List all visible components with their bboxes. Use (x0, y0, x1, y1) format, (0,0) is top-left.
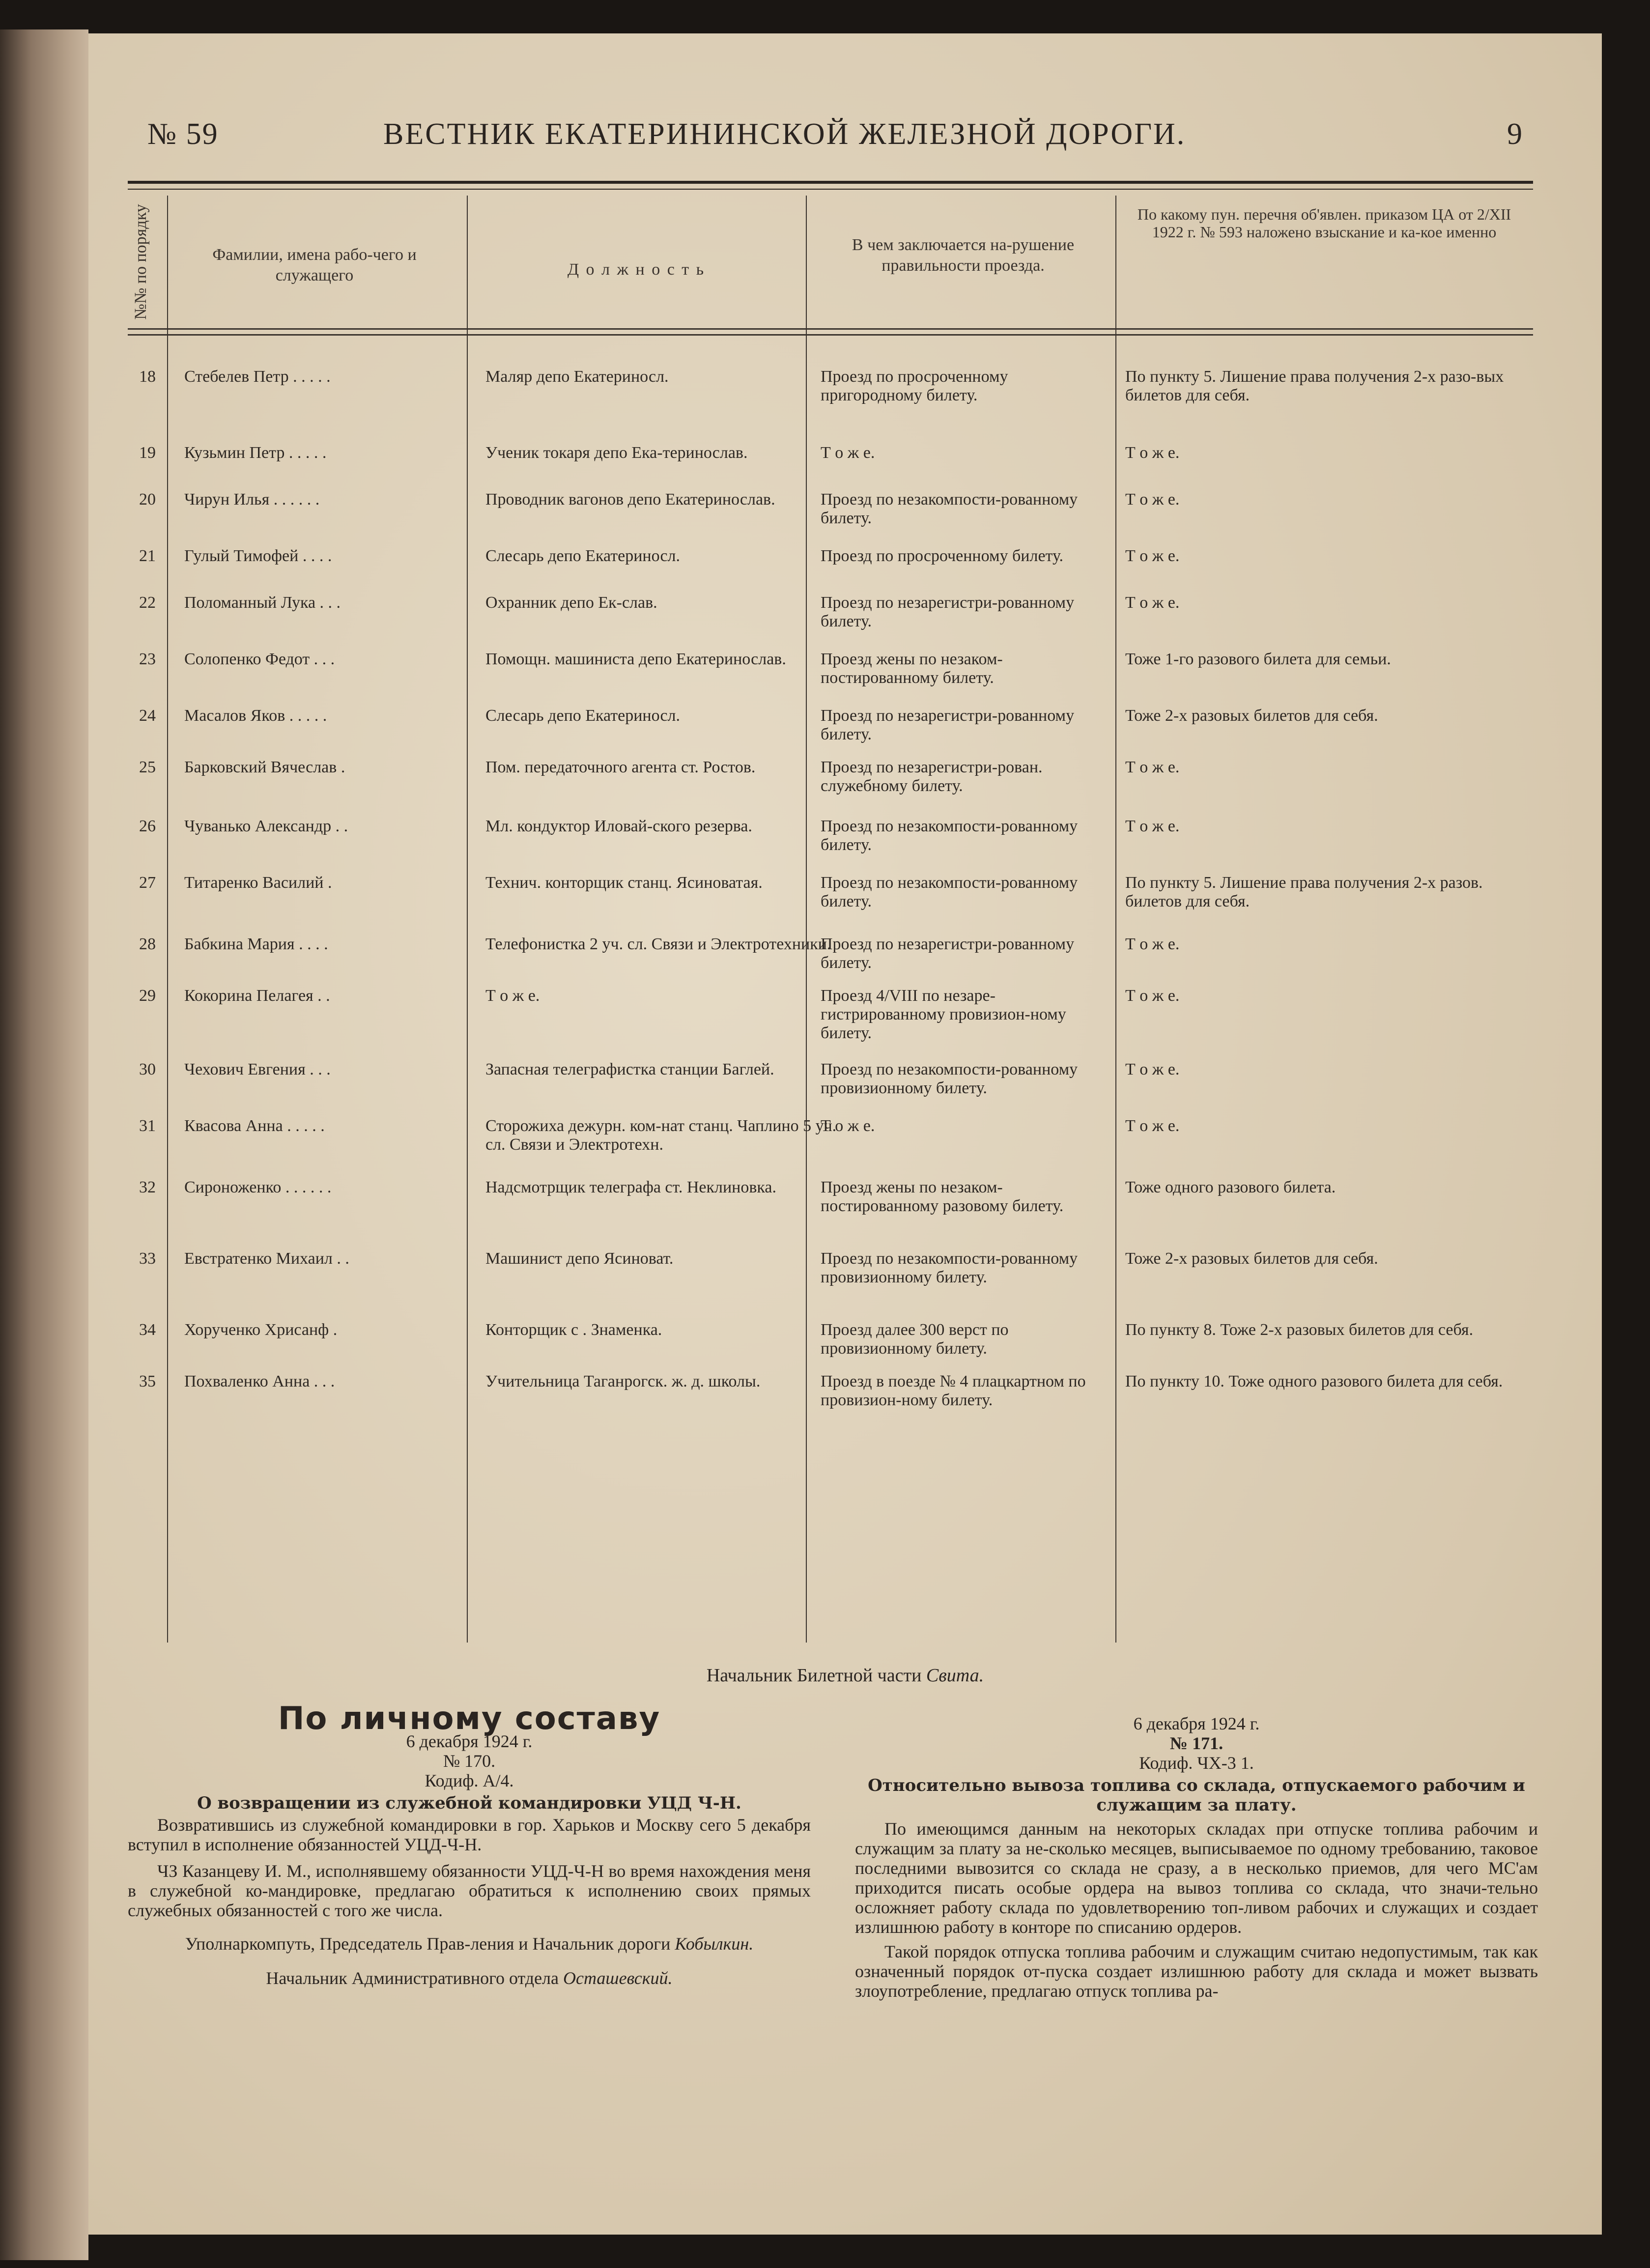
violation-cell: Проезд далее 300 верст по провизионному билету. (821, 1321, 1009, 1358)
violation-cell: Проезд по незакомпости-рованному провизионному билету. (821, 1060, 1078, 1097)
order-170 (128, 1701, 811, 1988)
employee-name-cell: Чуванько Александр . . (184, 817, 348, 835)
position-cell: Мл. кондуктор Иловай-ского резерва. (485, 817, 752, 835)
row-number-cell: 30 (139, 1060, 156, 1078)
position-cell: Т о ж е. (485, 987, 540, 1005)
employee-name-cell: Бабкина Мария . . . . (184, 935, 328, 953)
position-cell: Сторожиха дежурн. ком-нат станц. Чаплино 5 уч. сл. Связи и Электротехн. (485, 1117, 837, 1154)
position-cell: Конторщик с . Знаменка. (485, 1321, 662, 1339)
employee-name-cell: Солопенко Федот . . . (184, 650, 335, 668)
employee-name-cell: Барковский Вячеслав . (184, 758, 345, 776)
header-violation: В чем заключается на-рушение правильности проезда. (852, 236, 1075, 275)
column-divider (167, 196, 168, 1643)
employee-name-cell: Кузьмин Петр . . . . . (184, 444, 327, 462)
employee-name-cell: Кокорина Пелагея . . (184, 987, 330, 1005)
order-number: № 171. (1169, 1733, 1223, 1753)
punishment-cell: По пункту 10. Тоже одного разового билета для себя. (1125, 1372, 1503, 1390)
row-number-cell: 32 (139, 1178, 156, 1196)
violation-cell: Проезд в поезде № 4 плацкартном по провизион-ному билету. (821, 1372, 1086, 1409)
journal-title: ВЕСТНИК ЕКАТЕРИНИНСКОЙ ЖЕЛЕЗНОЙ ДОРОГИ. (383, 117, 1186, 151)
punishment-cell: Т о ж е. (1125, 444, 1180, 462)
violation-cell: Проезд по незарегистри-рованному билету. (821, 707, 1075, 743)
document-page (88, 33, 1602, 2235)
header-rule-thin (128, 189, 1533, 190)
position-cell: Запасная телеграфистка станции Баглей. (485, 1060, 774, 1078)
row-number-cell: 20 (139, 490, 156, 509)
employee-name-cell: Чехович Евгения . . . (184, 1060, 331, 1078)
violation-cell: Проезд по просроченному пригородному билету. (821, 368, 1008, 404)
violation-cell: Проезд по незакомпости-рованному билету. (821, 817, 1078, 854)
punishment-cell: По пункту 5. Лишение права получения 2-х разо-вых билетов для себя. (1125, 368, 1504, 404)
signature-name: Осташевский. (563, 1968, 673, 1988)
order-number: № 170. (443, 1751, 496, 1771)
employee-name-cell: Гулый Тимофей . . . . (184, 547, 332, 565)
punishment-cell: Т о ж е. (1125, 594, 1180, 612)
order-paragraph: Такой порядок отпуска топлива рабочим и служащим считаю недопустимым, так как означенный порядок от-пуска создает излишнюю работу для склада и может вызвать злоупотребление, предлагаю отпуск топлива ра- (855, 1942, 1538, 2001)
violation-cell: Проезд по незарегистри-рованному билету. (821, 594, 1075, 630)
employee-name-cell: Хорученко Хрисанф . (184, 1321, 338, 1339)
position-cell: Слесарь депо Екатериносл. (485, 707, 680, 725)
violation-cell: Т о ж е. (821, 1117, 875, 1135)
violation-cell: Проезд 4/VIII по незаре-гистрированному провизион-ному билету. (821, 987, 1066, 1042)
row-number-cell: 22 (139, 594, 156, 612)
row-number-cell: 33 (139, 1249, 156, 1268)
employee-name-cell: Квасова Анна . . . . . (184, 1117, 325, 1135)
row-number-cell: 34 (139, 1321, 156, 1339)
order-signature (128, 1934, 811, 1954)
punishment-cell: Т о ж е. (1125, 1117, 1180, 1135)
violation-cell: Проезд по незарегистри-рованному билету. (821, 935, 1075, 972)
issue-number: № 59 (147, 117, 219, 151)
column-divider (467, 196, 468, 1643)
page-number: 9 (1507, 117, 1523, 151)
position-cell: Технич. конторщик станц. Ясиноватая. (485, 874, 763, 892)
punishment-cell: Т о ж е. (1125, 1060, 1180, 1078)
order-paragraph: По имеющимся данным на некоторых складах при отпуске топлива рабочим и служащим за плату за не-сколько месяцев, выписываемое по одному требованию, таковое последними вывозится со склада не сразу, а в несколько приемов, для чего МС'ам приходится писать особые ордера на вывоз топлива со склада, что значи-тельно осложняет работу склада по удовлетворению топ-ливом рабочих и служащих и создает излишнюю работу в конторе по списанию ордеров. (855, 1819, 1538, 1937)
row-number-cell: 27 (139, 874, 156, 892)
violation-cell: Проезд по незакомпости-рованному билету. (821, 490, 1078, 527)
punishment-cell: Тоже 2-х разовых билетов для себя. (1125, 707, 1378, 725)
row-number-cell: 18 (139, 368, 156, 386)
position-cell: Слесарь депо Екатериносл. (485, 547, 680, 565)
order-paragraph: Возвратившись из служебной командировки в гор. Харьков и Москву сего 5 декабря вступил в исполнение обязанностей УЦД-Ч-Н. (128, 1815, 811, 1854)
position-cell: Пом. передаточного агента ст. Ростов. (485, 758, 756, 776)
employee-name-cell: Похваленко Анна . . . (184, 1372, 335, 1390)
order-signature (128, 1968, 811, 1988)
signature-title: Начальник Административного отдела (266, 1968, 559, 1988)
table-header-rule (128, 328, 1533, 330)
employee-name-cell: Сироноженко . . . . . . (184, 1178, 332, 1196)
violation-cell: Т о ж е. (821, 444, 875, 462)
order-date: 6 декабря 1924 г. (406, 1731, 533, 1751)
signature-name: Кобылкин. (675, 1934, 754, 1954)
position-cell: Учительница Таганрогск. ж. д. школы. (485, 1372, 761, 1390)
position-cell: Надсмотрщик телеграфа ст. Неклиновка. (485, 1178, 776, 1196)
employee-name-cell: Стебелев Петр . . . . . (184, 368, 331, 386)
violation-cell: Проезд по просроченному билету. (821, 547, 1064, 565)
table-header-rule (128, 334, 1533, 336)
punishment-cell: По пункту 5. Лишение права получения 2-х разов. билетов для себя. (1125, 874, 1483, 910)
order-subject: Относительно вывоза топлива со склада, отпускаемого рабочим и служащим за плату. (868, 1776, 1525, 1815)
employee-name-cell: Чирун Илья . . . . . . (184, 490, 320, 509)
row-number-cell: 25 (139, 758, 156, 776)
section-heading: По личному составу (278, 1701, 661, 1737)
row-number-cell: 31 (139, 1117, 156, 1135)
signature-name: Свита. (926, 1665, 984, 1686)
punishment-cell: Тоже одного разового билета. (1125, 1178, 1336, 1196)
punishment-cell: Т о ж е. (1125, 817, 1180, 835)
header-rule-thick (128, 181, 1533, 184)
order-paragraph: ЧЗ Казанцеву И. М., исполнявшему обязанности УЦД-Ч-Н во время нахождения меня в служебной ко-мандировке, предлагаю обратиться к исполнению своих прямых служебных обязанностей с того же числа. (128, 1861, 811, 1920)
employee-name-cell: Евстратенко Михаил . . (184, 1249, 349, 1268)
signature-title: Уполнаркомпуть, Председатель Прав-ления и Начальник дороги (185, 1934, 671, 1954)
row-number-cell: 21 (139, 547, 156, 565)
row-number-cell: 29 (139, 987, 156, 1005)
punishment-cell: По пункту 8. Тоже 2-х разовых билетов для себя. (1125, 1321, 1474, 1339)
book-spine (0, 29, 88, 2260)
position-cell: Ученик токаря депо Ека-теринослав. (485, 444, 748, 462)
row-number-cell: 23 (139, 650, 156, 668)
violation-cell: Проезд по незакомпости-рованному билету. (821, 874, 1078, 910)
violation-cell: Проезд по незарегистри-рован. служебному билету. (821, 758, 1043, 795)
position-cell: Маляр депо Екатериносл. (485, 368, 669, 386)
position-cell: Охранник депо Ек-слав. (485, 594, 657, 612)
position-cell: Телефонистка 2 уч. сл. Связи и Электротехники. (485, 935, 831, 953)
row-number-cell: 28 (139, 935, 156, 953)
punishment-cell: Т о ж е. (1125, 935, 1180, 953)
punishment-cell: Т о ж е. (1125, 490, 1180, 509)
order-date: 6 декабря 1924 г. (1133, 1714, 1260, 1733)
header-position: Д о л ж н о с т ь (567, 260, 706, 279)
punishment-cell: Т о ж е. (1125, 758, 1180, 776)
row-number-cell: 19 (139, 444, 156, 462)
position-cell: Проводник вагонов депо Екатеринослав. (485, 490, 775, 509)
punishment-cell: Т о ж е. (1125, 547, 1180, 565)
header-punishment: По какому пун. перечня об'явлен. приказом ЦА от 2/XII 1922 г. № 593 наложено взыскание и ка-кое именно (1137, 205, 1511, 241)
violation-cell: Проезд жены по незаком-постированному билету. (821, 650, 1003, 687)
violation-cell: Проезд по незакомпости-рованному провизионному билету. (821, 1249, 1078, 1286)
row-number-cell: 35 (139, 1372, 156, 1390)
punishment-cell: Тоже 1-го разового билета для семьи. (1125, 650, 1391, 668)
order-subject: О возвращении из служебной командировки УЦД Ч-Н. (197, 1793, 741, 1813)
header-number: №№ по порядку (132, 204, 150, 320)
punishment-cell: Тоже 2-х разовых билетов для себя. (1125, 1249, 1378, 1268)
page-header (128, 117, 1533, 181)
table-signature (88, 1665, 1602, 1686)
column-divider (1115, 196, 1116, 1643)
order-code: Кодиф. ЧХ-3 1. (1139, 1753, 1254, 1773)
order-171 (855, 1709, 1538, 2001)
header-name: Фамилии, имена рабо-чего и служащего (212, 246, 417, 284)
position-cell: Машинист депо Ясиноват. (485, 1249, 674, 1268)
signature-label: Начальник Билетной части (706, 1665, 922, 1686)
column-divider (806, 196, 807, 1643)
violation-cell: Проезд жены по незаком-постированному разовому билету. (821, 1178, 1064, 1215)
position-cell: Помощн. машиниста депо Екатеринослав. (485, 650, 786, 668)
row-number-cell: 26 (139, 817, 156, 835)
employee-name-cell: Титаренко Василий . (184, 874, 332, 892)
row-number-cell: 24 (139, 707, 156, 725)
employee-name-cell: Масалов Яков . . . . . (184, 707, 327, 725)
order-code: Кодиф. А/4. (425, 1771, 514, 1790)
violations-table (128, 196, 1533, 1643)
punishment-cell: Т о ж е. (1125, 987, 1180, 1005)
employee-name-cell: Поломанный Лука . . . (184, 594, 341, 612)
